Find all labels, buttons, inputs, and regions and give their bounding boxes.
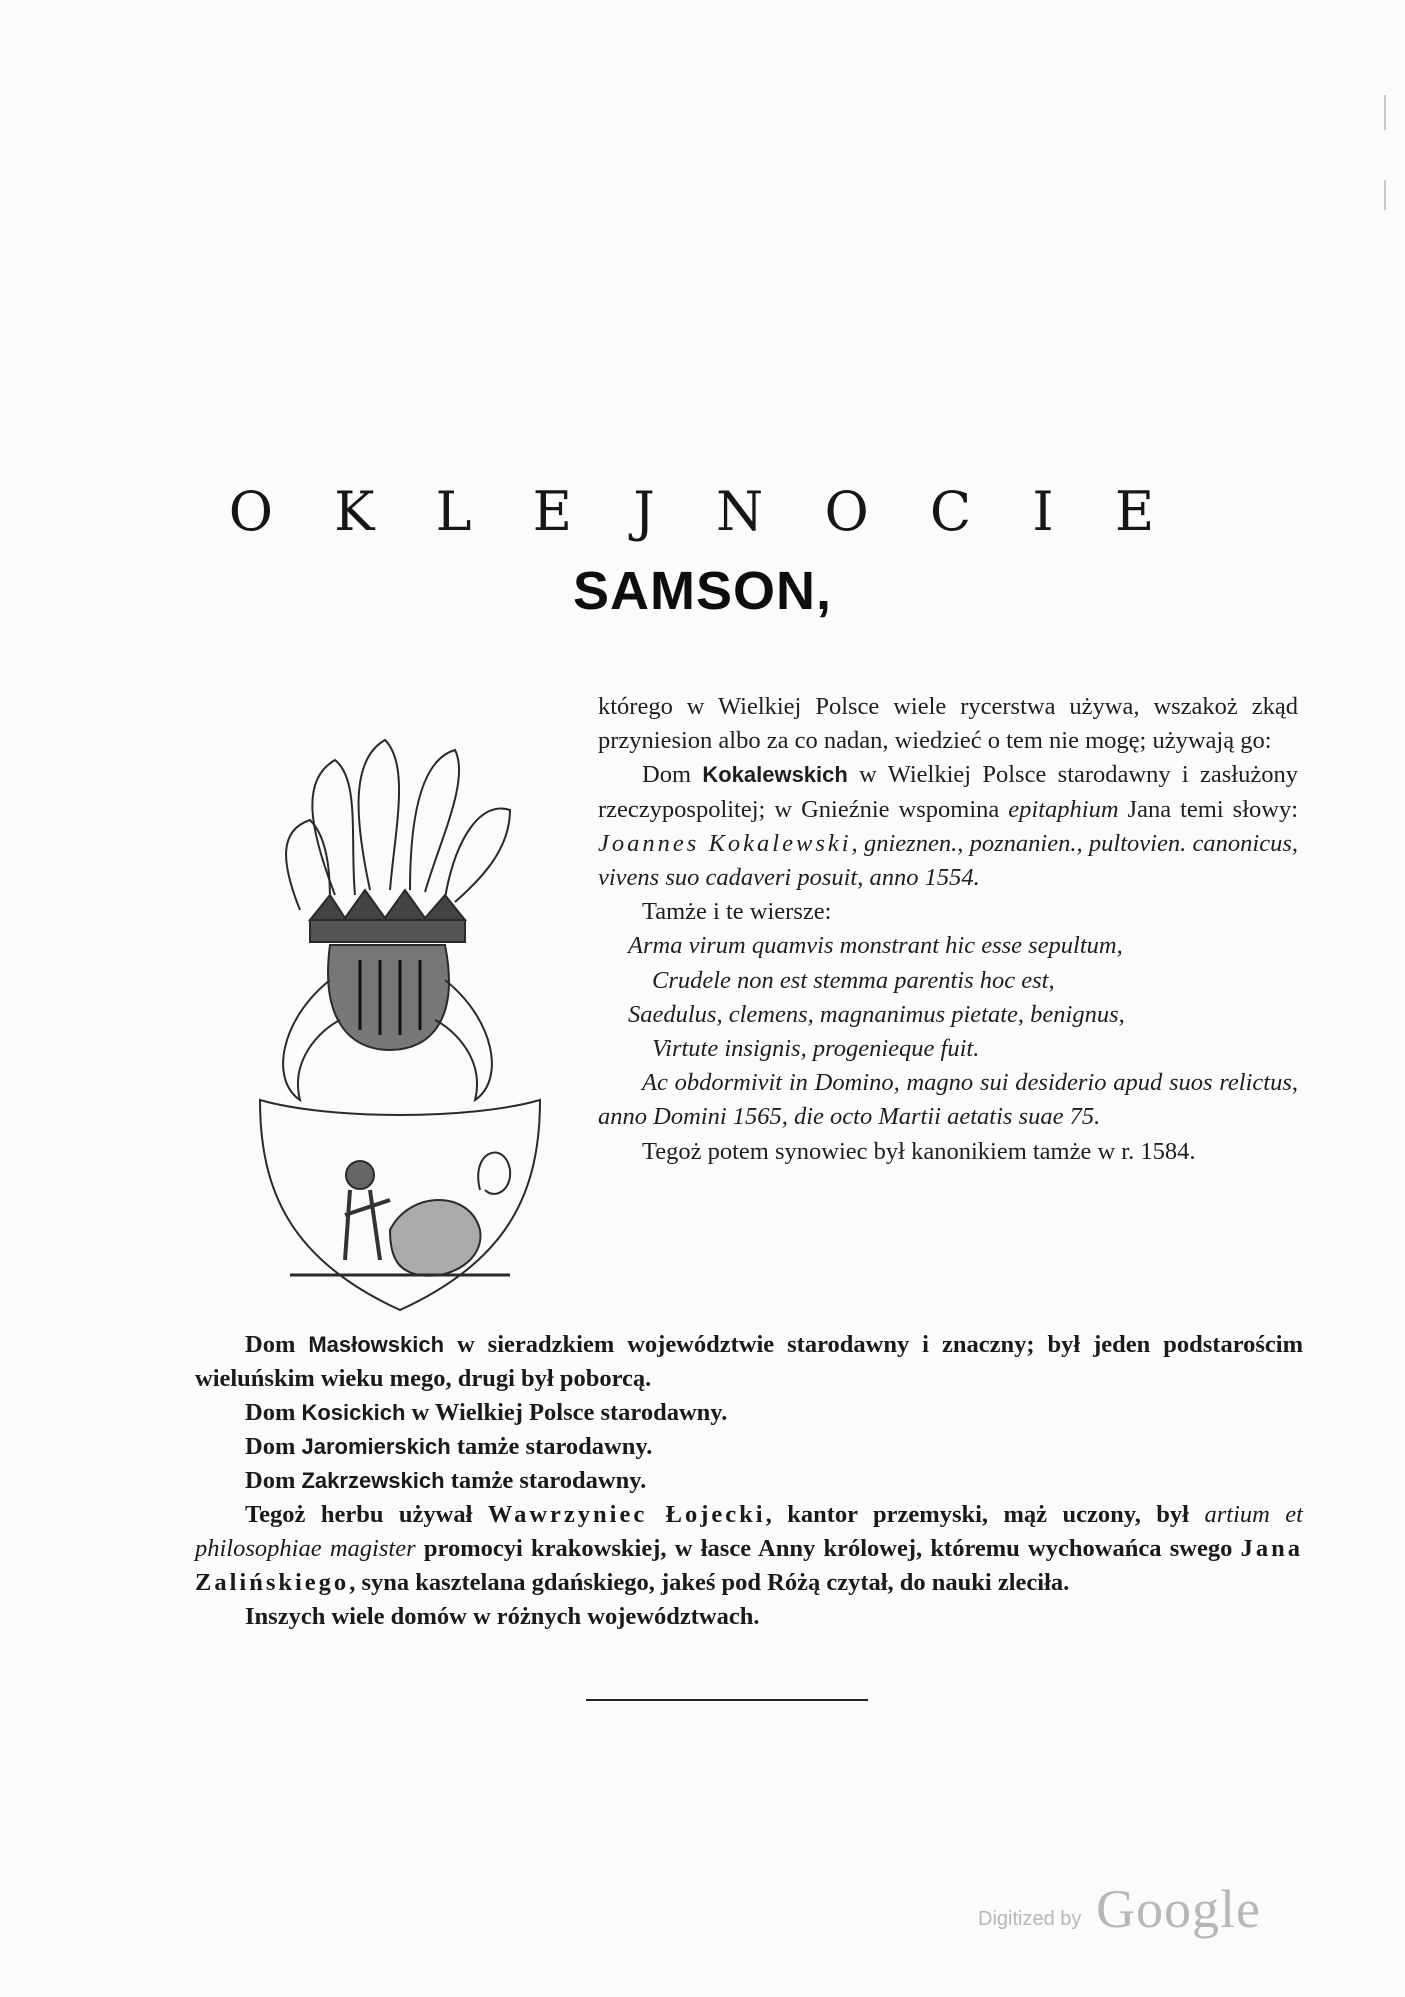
right-column-text xyxy=(598,690,1298,1169)
section-divider xyxy=(586,1699,868,1701)
verse-line: Crudele non est stemma parentis hoc est, xyxy=(652,966,1055,994)
text-fragment: Dom xyxy=(245,1433,302,1460)
person-name: Wawrzyniec Łojecki xyxy=(487,1501,766,1528)
page-subtitle: SAMSON, xyxy=(572,561,833,621)
family-name: Kosickich xyxy=(301,1400,406,1425)
page-edge-mark xyxy=(1384,95,1386,130)
watermark-digitized: Digitized by xyxy=(978,1908,1082,1930)
latin-term: epitaphium xyxy=(1008,795,1119,823)
verse-block xyxy=(598,929,1298,1066)
text-fragment: Dom xyxy=(642,761,703,789)
family-name: Kokalewskich xyxy=(702,762,848,788)
paragraph-obdormivit: Ac obdormivit in Domino, magno sui desiderio apud suos relictus, anno Domini 1565, die octo Martii aetatis suae 75. xyxy=(598,1069,1298,1131)
family-name: Masłowskich xyxy=(308,1332,445,1357)
text-fragment: tamże starodawny. xyxy=(444,1467,647,1494)
paragraph-lojecki xyxy=(195,1498,1303,1600)
paragraph-nephew: Tegoż potem synowiec był kanonikiem tamże w r. 1584. xyxy=(642,1137,1196,1165)
paragraph-kosicki xyxy=(195,1396,1303,1430)
paragraph-jaromierski xyxy=(195,1430,1303,1464)
paragraph-intro: którego w Wielkiej Polsce wiele rycerstwa używa, wszakoż zkąd przyniesion albo za co nadan, wiedzieć o tem nie mogę; używają go: xyxy=(598,693,1298,755)
text-fragment: Tegoż herbu używał xyxy=(245,1501,488,1528)
paragraph-verses-intro: Tamże i te wiersze: xyxy=(642,898,832,926)
paragraph-closing: Inszych wiele domów w różnych województwach. xyxy=(245,1603,760,1630)
text-fragment: Dom xyxy=(245,1467,302,1494)
digitized-watermark xyxy=(978,1880,1298,1940)
full-width-text xyxy=(195,1328,1303,1634)
text-fragment: , syna kasztelana gdańskiego, jakeś pod Różą czytał, do nauki zleciła. xyxy=(349,1569,1070,1596)
text-fragment: Jana temi słowy: xyxy=(1118,795,1299,823)
latin-term: artium et philosophiae magister xyxy=(195,1501,1303,1562)
person-name: Jana Zalińskiego xyxy=(195,1535,1303,1596)
watermark-logo: Google xyxy=(1096,1879,1261,1939)
verse-line: Arma virum quamvis monstrant hic esse sepultum, xyxy=(628,932,1123,960)
verse-line: Saedulus, clemens, magnanimus pietate, benignus, xyxy=(628,1000,1125,1028)
text-fragment: promocyi krakowskiej, w łasce Anny królowej, któremu wychowańca swego xyxy=(415,1535,1241,1562)
text-fragment: Dom xyxy=(245,1331,309,1358)
text-fragment: Dom xyxy=(245,1399,302,1426)
text-fragment: w Wielkiej Polsce starodawny. xyxy=(405,1399,728,1426)
paragraph-maslowski xyxy=(195,1328,1303,1396)
family-name: Jaromierskich xyxy=(301,1434,451,1459)
page-edge-mark xyxy=(1384,180,1386,210)
coat-of-arms-illustration xyxy=(240,720,560,1320)
latin-inscription: , gnieznen., poznanien., pultovien. canonicus, vivens suo cadaveri posuit, anno 1554. xyxy=(598,829,1298,892)
text-fragment: tamże starodawny. xyxy=(450,1433,653,1460)
family-name: Zakrzewskich xyxy=(301,1468,445,1493)
text-fragment: , kantor przemyski, mąż uczony, był xyxy=(765,1501,1205,1528)
latin-name: Joannes Kokalewski xyxy=(598,829,852,857)
text-fragment: w sieradzkiem województwie starodawny i znaczny; był jeden podstarościm wieluńskim wieku mego, drugi był poborcą. xyxy=(195,1331,1303,1392)
page-title: O K L E J N O C I E xyxy=(228,480,1177,543)
verse-line: Virtute insignis, progenieque fuit. xyxy=(652,1035,980,1063)
paragraph-zakrzewski xyxy=(195,1464,1303,1498)
text-fragment: w Wielkiej Polsce starodawny i zasłużony rzeczypospolitej; w Gnieźnie wspomina xyxy=(598,761,1298,823)
paragraph-kokalewski xyxy=(598,758,1298,895)
